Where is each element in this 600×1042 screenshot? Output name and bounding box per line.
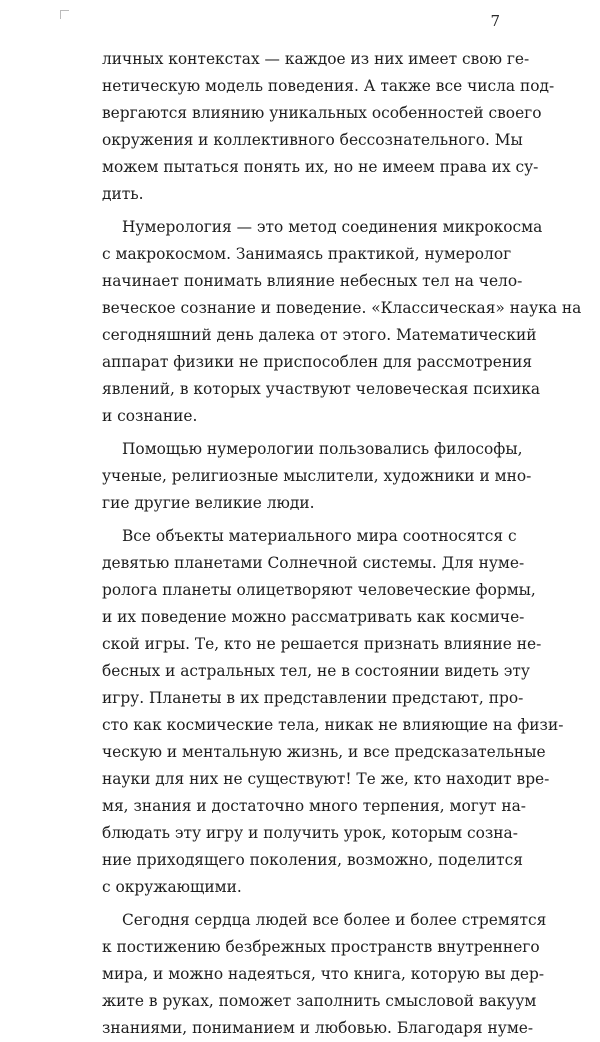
crop-mark: [60, 10, 69, 19]
text-line: науки для них не существуют! Те же, кто находит вре-: [102, 770, 550, 788]
text-line: с макрокосмом. Занимаясь практикой, нумеролог: [102, 245, 512, 263]
text-line: к постижению безбрежных пространств внутреннего: [102, 938, 540, 956]
text-line: и сознание.: [102, 407, 198, 425]
text-line: аппарат физики не приспособлен для рассмотрения: [102, 353, 533, 371]
text-line: сто как космические тела, никак не влияющие на физи-: [102, 716, 564, 734]
text-line: гие другие великие люди.: [102, 494, 315, 512]
text-line: бесных и астральных тел, не в состоянии видеть эту: [102, 662, 530, 680]
paragraph: [102, 436, 532, 517]
text-line: знаниями, пониманием и любовью. Благодаря нуме-: [102, 1019, 534, 1037]
text-line: ческую и ментальную жизнь, и все предсказательные: [102, 743, 546, 761]
text-line: ролога планеты олицетворяют человеческие формы,: [102, 581, 536, 599]
text-line: окружения и коллективного бессознательного. Мы: [102, 131, 523, 149]
text-line: дить.: [102, 185, 144, 203]
text-line: и их поведение можно рассматривать как космиче-: [102, 608, 525, 626]
text-line: ученые, религиозные мыслители, художники и мно-: [102, 467, 532, 485]
text-line: начинает понимать влияние небесных тел на чело-: [102, 272, 523, 290]
text-line: Сегодня сердца людей все более и более стремятся: [122, 911, 547, 929]
text-line: личных контекстах — каждое из них имеет свою ге-: [102, 50, 530, 68]
text-line: явлений, в которых участвуют человеческая психика: [102, 380, 541, 398]
text-line: Нумерология — это метод соединения микрокосма: [122, 218, 543, 236]
text-line: веческое сознание и поведение. «Классическая» наука на: [102, 299, 582, 317]
text-line: жите в руках, поможет заполнить смысловой вакуум: [102, 992, 537, 1010]
paragraph: [102, 523, 564, 901]
paragraph: [102, 46, 555, 208]
text-line: блюдать эту игру и получить урок, которым созна-: [102, 824, 518, 842]
page-number: 7: [490, 12, 500, 30]
text-line: девятью планетами Солнечной системы. Для нуме-: [102, 554, 525, 572]
paragraph: [102, 214, 582, 430]
text-line: мира, и можно надеяться, что книга, которую вы дер-: [102, 965, 545, 983]
text-line: с окружающими.: [102, 878, 242, 896]
text-line: мя, знания и достаточно много терпения, могут на-: [102, 797, 526, 815]
text-line: нетическую модель поведения. А также все числа под-: [102, 77, 555, 95]
text-line: ние приходящего поколения, возможно, поделится: [102, 851, 523, 869]
text-line: можем пытаться понять их, но не имеем права их су-: [102, 158, 539, 176]
text-line: вергаются влиянию уникальных особенностей своего: [102, 104, 542, 122]
text-line: Все объекты материального мира соотносятся с: [122, 527, 517, 545]
text-line: Помощью нумерологии пользовались философы,: [122, 440, 523, 458]
body-text: [102, 46, 582, 1042]
paragraph: [102, 907, 547, 1042]
text-line: игру. Планеты в их представлении предстают, про-: [102, 689, 524, 707]
text-line: сегодняшний день далека от этого. Математический: [102, 326, 537, 344]
text-line: ской игры. Те, кто не решается признать влияние не-: [102, 635, 542, 653]
